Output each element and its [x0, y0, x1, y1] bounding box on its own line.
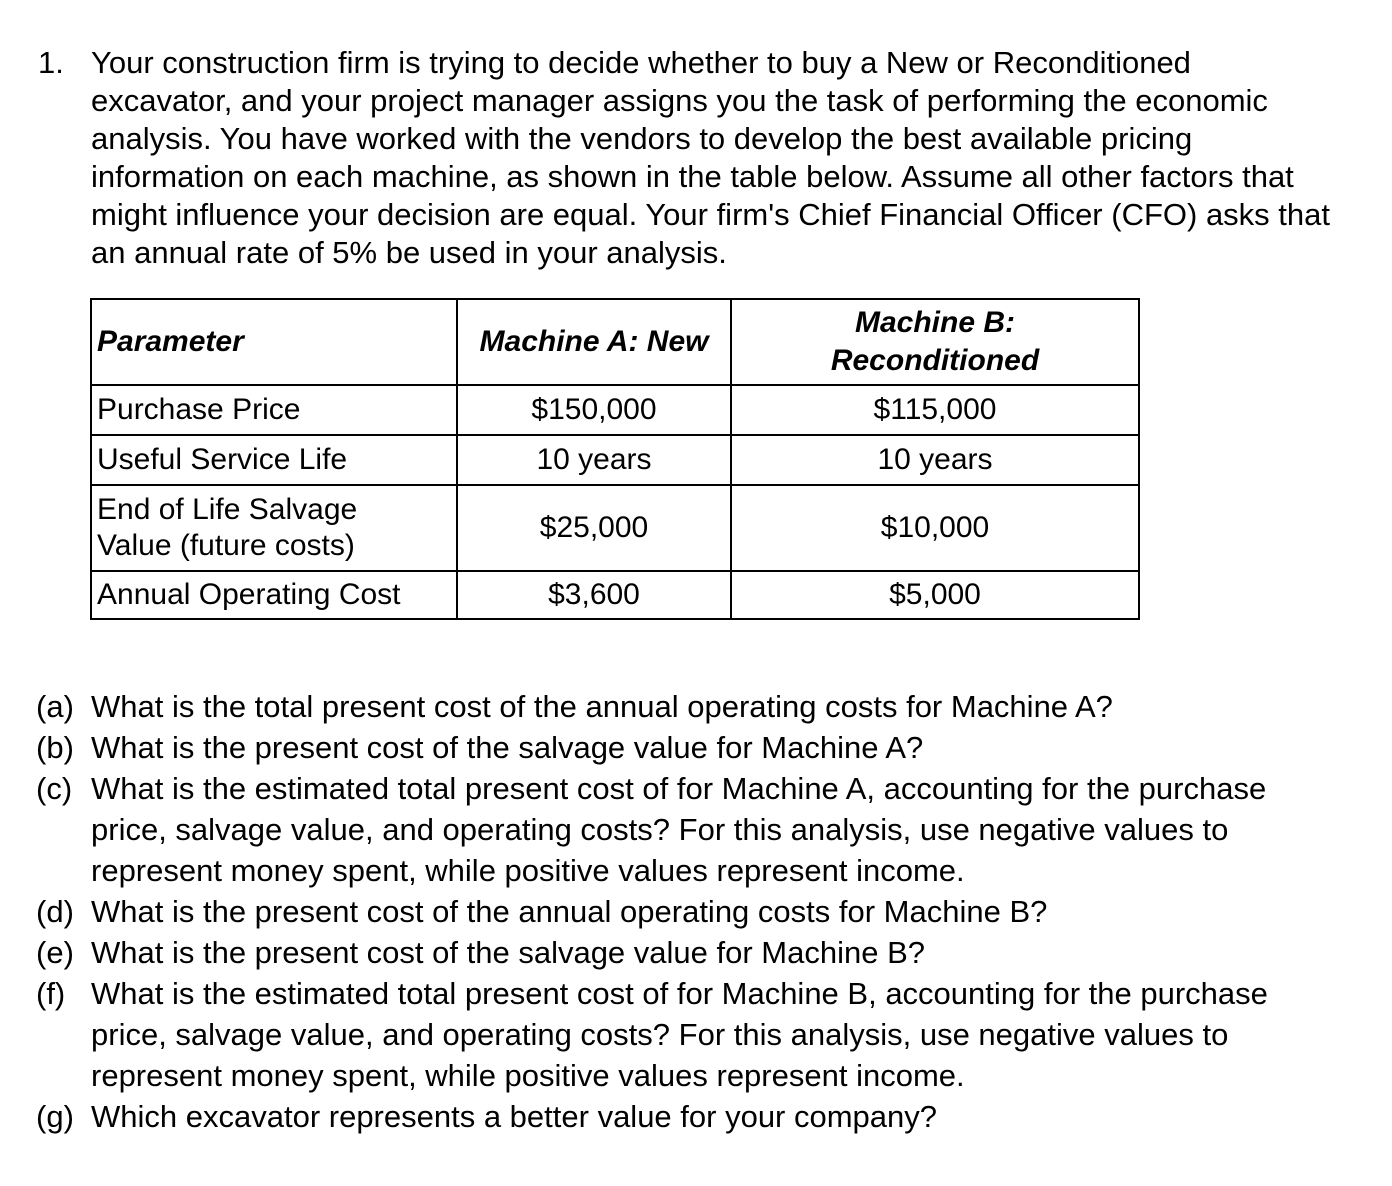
question-item [36, 768, 1346, 891]
question-label: (e) [36, 935, 74, 970]
question-text: What is the total present cost of the annual operating costs for Machine A? [91, 689, 1113, 724]
header-machine-a: Machine A: New [457, 299, 731, 385]
machine-a-value: 10 years [457, 435, 731, 485]
question-label: (d) [36, 894, 74, 929]
problem-statement [38, 44, 1338, 272]
question-text: What is the present cost of the annual operating costs for Machine B? [91, 894, 1048, 929]
question-label: (f) [36, 976, 66, 1011]
machine-b-value: 10 years [731, 435, 1139, 485]
parameter-table [90, 298, 1140, 620]
question-item [36, 973, 1346, 1096]
header-parameter: Parameter [91, 299, 457, 385]
table-row [91, 385, 1139, 435]
question-text: Which excavator represents a better value for your company? [91, 1099, 938, 1134]
row-label: Purchase Price [91, 385, 457, 435]
header-machine-b-line1: Machine B: [854, 306, 1016, 339]
machine-a-value: $25,000 [457, 485, 731, 571]
question-text: What is the estimated total present cost of for Machine B, accounting for the purchase price, salvage value, and operating costs? For this analysis, use negative values to represent money spent, while positive values represent income. [91, 976, 1268, 1093]
machine-a-value: $150,000 [457, 385, 731, 435]
table-row [91, 571, 1139, 619]
question-text: What is the present cost of the salvage value for Machine B? [91, 935, 926, 970]
question-text: What is the estimated total present cost of for Machine A, accounting for the purchase price, salvage value, and operating costs? For this analysis, use negative values to represent money spent, while positive values represent income. [91, 771, 1267, 888]
question-item [36, 891, 1346, 932]
question-item [36, 727, 1346, 768]
question-label: (a) [36, 689, 74, 724]
machine-b-value: $5,000 [731, 571, 1139, 619]
row-label [91, 485, 457, 571]
row-label-line2: Value (future costs) [97, 529, 355, 562]
row-label: Annual Operating Cost [91, 571, 457, 619]
table-row [91, 435, 1139, 485]
question-label: (b) [36, 730, 74, 765]
row-label-line1: End of Life Salvage [97, 493, 358, 526]
question-item [36, 1096, 1346, 1137]
header-machine-b-line2: Reconditioned [830, 344, 1040, 377]
question-item [36, 686, 1346, 727]
machine-a-value: $3,600 [457, 571, 731, 619]
machine-b-value: $10,000 [731, 485, 1139, 571]
header-machine-b [731, 299, 1139, 385]
machine-b-value: $115,000 [731, 385, 1139, 435]
problem-text: Your construction firm is trying to decide whether to buy a New or Reconditioned excavator, and your project manager assigns you the task of performing the economic analysis. You have worked with the vendors to develop the best available pricing information on each machine, as shown in the table below. Assume all other factors that might influence your decision are equal. Your firm's Chief Financial Officer (CFO) asks that an annual rate of 5% be used in your analysis. [91, 45, 1331, 270]
question-item [36, 932, 1346, 973]
question-label: (g) [36, 1099, 74, 1134]
question-list [36, 686, 1346, 1137]
problem-number: 1. [38, 45, 64, 80]
question-text: What is the present cost of the salvage value for Machine A? [91, 730, 924, 765]
table-header-row [91, 299, 1139, 385]
row-label: Useful Service Life [91, 435, 457, 485]
question-label: (c) [36, 771, 73, 806]
table-row [91, 485, 1139, 571]
